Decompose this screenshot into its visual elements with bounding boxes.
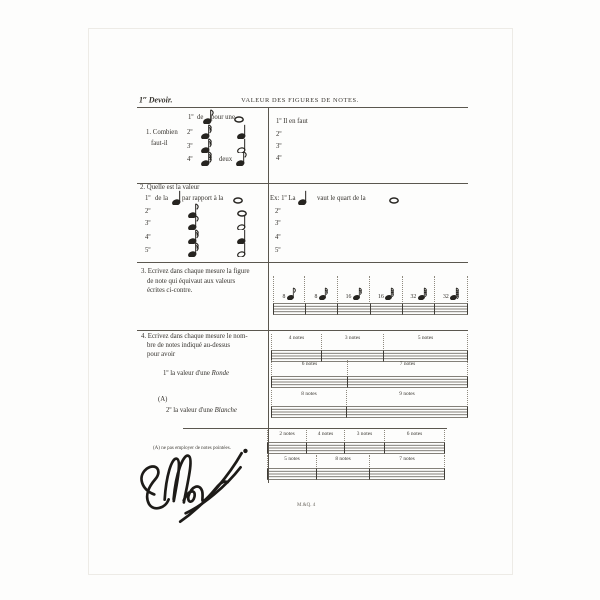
section3-measure-strip bbox=[273, 276, 468, 302]
measure-cell bbox=[317, 455, 370, 467]
item1-emphasis: Ronde bbox=[211, 370, 230, 377]
item1-num: 1º bbox=[163, 370, 169, 377]
item2-emphasis: Blanche bbox=[214, 407, 237, 414]
section4-staff bbox=[267, 467, 445, 485]
measure-label: 6 notes bbox=[406, 431, 423, 437]
value-row-number: 2º bbox=[145, 208, 151, 215]
question-row-note2 bbox=[234, 116, 244, 123]
measure-label: 3 notes bbox=[356, 431, 373, 437]
measure-label: 5 notes bbox=[417, 335, 434, 341]
section4-measure-strip bbox=[267, 430, 445, 441]
section4-note-a: (A) bbox=[158, 396, 168, 403]
measure-label: 9 notes bbox=[399, 391, 415, 397]
measure-count: 32 bbox=[443, 294, 449, 300]
sixteenth-note-icon bbox=[188, 242, 199, 257]
measure-cell bbox=[271, 390, 347, 405]
quarter-note-icon bbox=[298, 190, 309, 205]
measure-cell bbox=[273, 276, 305, 302]
measure-cell bbox=[435, 276, 467, 302]
half-note-icon bbox=[237, 215, 248, 230]
eighth-note-icon bbox=[188, 215, 199, 230]
sixteenth-note-icon bbox=[353, 287, 362, 300]
measure-cell bbox=[348, 360, 468, 375]
question-row-number: 4º bbox=[187, 156, 193, 163]
measure-label: 5 notes bbox=[284, 456, 300, 462]
measure-cell bbox=[370, 276, 402, 302]
measure-cell bbox=[384, 334, 468, 349]
page-title: VALEUR DES FIGURES DE NOTES. bbox=[241, 97, 359, 104]
value-row-pretext: de la bbox=[155, 195, 169, 202]
section4-measure-strip bbox=[267, 455, 445, 467]
thirtysecond-note-icon bbox=[201, 151, 212, 166]
staff bbox=[267, 468, 445, 480]
measure-cell bbox=[307, 430, 345, 441]
measure-cell bbox=[322, 334, 384, 349]
eighth-note-icon bbox=[236, 151, 247, 166]
measure-label: 7 notes bbox=[399, 456, 415, 462]
measure-label: 6 notes bbox=[301, 361, 318, 367]
eighth-note-icon bbox=[287, 287, 296, 300]
example-note1 bbox=[298, 190, 309, 205]
value-row-number: 1º bbox=[145, 195, 151, 202]
footnote: (A) ne pas employer de notes pointées. bbox=[153, 446, 231, 451]
measure-cell bbox=[370, 455, 445, 467]
question-row-number: 3º bbox=[187, 143, 193, 150]
section4-instruction-line2: bre de notes indiqué au-dessus bbox=[147, 341, 231, 349]
measure-count: 16 bbox=[378, 294, 384, 300]
section1-question-line1: 1. Combien bbox=[146, 129, 178, 136]
devoir-num: 1 bbox=[139, 95, 143, 105]
measure-cell bbox=[267, 455, 317, 467]
whole-note-icon bbox=[234, 116, 244, 123]
measure-count: 16 bbox=[345, 294, 352, 300]
half-note-icon bbox=[237, 242, 248, 257]
section4-measure-strip bbox=[271, 390, 468, 405]
measure-cell bbox=[271, 334, 322, 349]
quarter-note-icon bbox=[237, 124, 248, 139]
devoir-sup: er bbox=[143, 95, 147, 100]
question-row-note2 bbox=[237, 124, 248, 139]
measure-count: 32 bbox=[410, 294, 417, 300]
measure-cell bbox=[338, 276, 370, 302]
whole-note-icon bbox=[233, 197, 243, 204]
measure-cell bbox=[271, 360, 348, 375]
section2-question: 2. Quelle est la valeur bbox=[140, 184, 200, 191]
staff bbox=[267, 442, 445, 454]
question-row-midtext: deux bbox=[219, 156, 233, 163]
measure-label: 4 notes bbox=[288, 335, 305, 341]
measure-cell bbox=[385, 430, 445, 441]
measure-label: 8 notes bbox=[335, 456, 351, 462]
section4-measure-strip bbox=[271, 334, 468, 349]
staff bbox=[271, 376, 468, 388]
value-row-note2 bbox=[237, 242, 248, 257]
measure-cell bbox=[305, 276, 337, 302]
item2-text: la valeur d'une bbox=[173, 407, 213, 414]
example-note2 bbox=[389, 197, 399, 204]
measure-cell bbox=[345, 430, 385, 441]
question-row-note1 bbox=[201, 151, 212, 166]
measure-count: 8 bbox=[282, 294, 286, 300]
devoir-label: Devoir. bbox=[148, 95, 173, 105]
question-row-number: 2º bbox=[187, 129, 193, 136]
section2-answer-line: 2º bbox=[275, 208, 281, 215]
section4-instruction-line3: pour avoir bbox=[147, 350, 176, 358]
question-row-number: 1º bbox=[188, 114, 194, 121]
section4-measure-strip bbox=[271, 360, 468, 375]
sixteenth-note-icon bbox=[201, 124, 212, 139]
value-row-note1 bbox=[188, 215, 199, 230]
question-row-midtext: pour une bbox=[211, 114, 235, 121]
measure-label: 8 notes bbox=[301, 391, 317, 397]
example-text: vaut le quart de la bbox=[317, 195, 366, 202]
staff bbox=[273, 303, 468, 315]
example-prefix: Ex: 1º La bbox=[270, 195, 296, 202]
sixteenth-note-icon bbox=[319, 287, 328, 300]
section1-answer-line: 3º bbox=[276, 143, 282, 150]
item2-num: 2º bbox=[166, 407, 172, 414]
staff bbox=[271, 406, 468, 418]
value-row-note2 bbox=[233, 197, 243, 204]
value-row-number: 3º bbox=[145, 220, 151, 227]
measure-cell bbox=[347, 390, 468, 405]
measure-label: 2 notes bbox=[279, 431, 295, 437]
section3-instruction-line3: écrites ci-contre. bbox=[147, 287, 193, 294]
question-row-note1 bbox=[201, 124, 212, 139]
measure-label: 4 notes bbox=[317, 431, 334, 437]
section4-staff bbox=[271, 405, 468, 423]
section4-instruction-line1: 4. Ecrivez dans chaque mesure le nom- bbox=[141, 332, 248, 340]
question-row-note2 bbox=[236, 151, 247, 166]
value-row-note2 bbox=[237, 215, 248, 230]
thirtysecond-note-icon bbox=[418, 287, 427, 300]
section1-answer-line: 4º bbox=[276, 155, 282, 162]
whole-note-icon bbox=[389, 197, 399, 204]
value-row-number: 5º bbox=[145, 247, 151, 254]
value-row-number: 4º bbox=[145, 234, 151, 241]
plate-number: M.&Q. 4 bbox=[297, 503, 316, 508]
section1-answer-line: 2º bbox=[276, 130, 282, 138]
measure-label: 7 notes bbox=[399, 361, 416, 367]
sixtyfourth-note-icon bbox=[450, 287, 459, 300]
measure-cell bbox=[267, 430, 307, 441]
section3-instruction-line2: de note qui équivaut aux valeurs bbox=[147, 277, 236, 285]
question-row-pretext: de bbox=[197, 114, 204, 121]
measure-label: 3 notes bbox=[344, 335, 361, 341]
measure-count: 8 bbox=[314, 294, 318, 300]
item1-text: la valeur d'une bbox=[170, 370, 210, 377]
section1-question-line2: faut-il bbox=[151, 140, 168, 147]
measure-cell bbox=[403, 276, 435, 302]
value-row-midtext: par rapport à la bbox=[182, 195, 224, 202]
value-row-note1 bbox=[188, 242, 199, 257]
section3-instruction-line1: 3. Ecrivez dans chaque mesure la figure bbox=[141, 268, 250, 275]
section2-answer-line: 5º bbox=[275, 247, 281, 254]
section3-staff bbox=[273, 302, 468, 320]
section1-answer-line: 1º Il en faut bbox=[276, 118, 308, 125]
section2-answer-line: 3º bbox=[275, 220, 281, 227]
thirtysecond-note-icon bbox=[385, 287, 394, 300]
section2-answer-line: 4º bbox=[275, 234, 281, 241]
